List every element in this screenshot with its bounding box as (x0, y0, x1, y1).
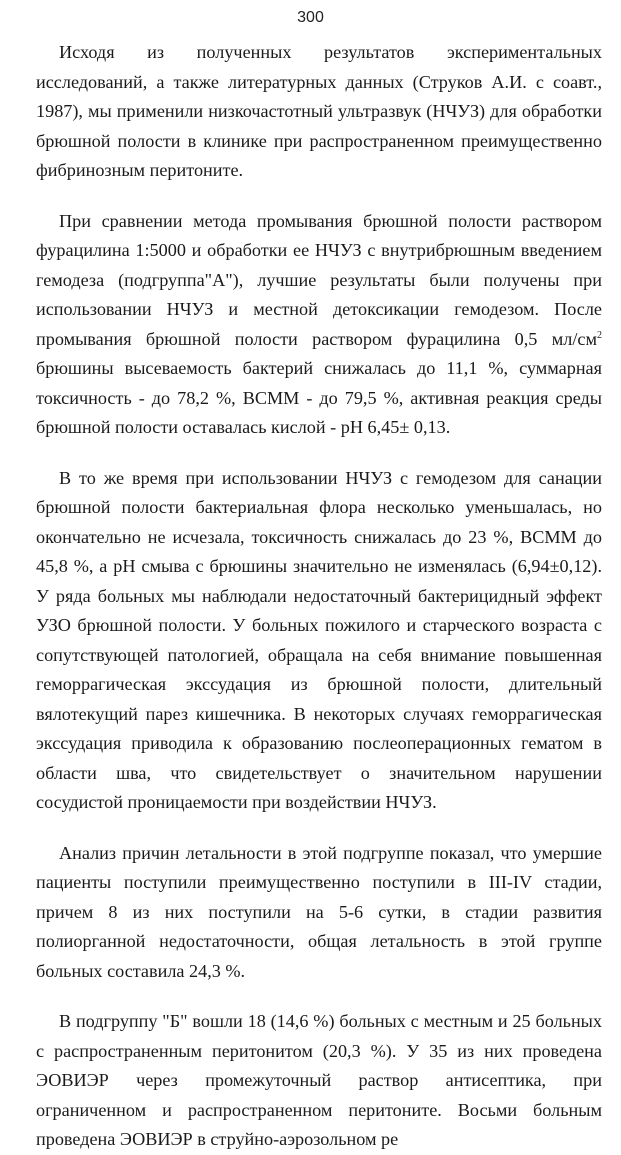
body-text (36, 38, 602, 1155)
paragraph-5: В подгруппу "Б" вошли 18 (14,6 %) больных с местным и 25 больных с распространенным перитонитом (20,3 %). У 35 из них проведена ЭОВИЭР через промежуточный раствор антисептика, при ограниченном и распространенном перитоните. Восьми больным проведена ЭОВИЭР в струйно-аэрозольном ре (36, 1011, 602, 1149)
paragraph-1: Исходя из полученных результатов экспериментальных исследований, а также литературных данных (Струков А.И. с соавт., 1987), мы применили низкочастотный ультразвук (НЧУЗ) для обработки брюшной полости в клинике при распространенном преимущественно фибринозным перитоните. (36, 42, 602, 180)
paragraph-2-text-start: При сравнении метода промывания брюшной полости раствором фурацилина 1:5000 и обработки ее НЧУЗ с внутрибрюшным введением гемодеза (подгруппа"А"), лучшие результаты были получены при использовании НЧУЗ и местной детоксикации гемодезом. После промывания брюшной полости раствором фурацилина 0,5 мл/см (36, 210, 602, 349)
paragraph-3: В то же время при использовании НЧУЗ с гемодезом для санации брюшной полости бактериальная флора несколько уменьшалась, но окончательно не исчезала, токсичность снижалась до 23 %, ВСММ до 45,8 %, а рН смыва с брюшины значительно не изменялась (6,94±0,12). У ряда больных мы наблюдали недостаточный бактерицидный эффект УЗО брюшной полости. У больных пожилого и старческого возраста с сопутствующей патологией, обращала на себя внимание повышенная геморрагическая экссудация из брюшной полости, длительный вялотекущий парез кишечника. В некоторых случаях геморрагическая экссудация приводила к образованию послеоперационных гематом в области шва, что свидетельствует о значительном нарушении сосудистой проницаемости при воздействии НЧУЗ. (36, 467, 602, 812)
paragraph-2 (36, 207, 602, 443)
paragraph-2-text-end: брюшины высеваемость бактерий снижалась до 11,1 %, суммарная токсичность - до 78,2 %, ВСММ - до 79,5 %, активная реакция среды брюшной полости оставалась кислой - рН 6,45± 0,13. (36, 358, 602, 437)
superscript-2: 2 (597, 329, 602, 341)
paragraph-4: Анализ причин летальности в этой подгруппе показал, что умершие пациенты поступили преимущественно поступили в III-IV стадии, причем 8 из них поступили на 5-6 сутки, в стадии развития полиорганной недостаточности, общая летальность в этой группе больных составила 24,3 %. (36, 842, 602, 981)
page-number: 300 (297, 9, 324, 26)
